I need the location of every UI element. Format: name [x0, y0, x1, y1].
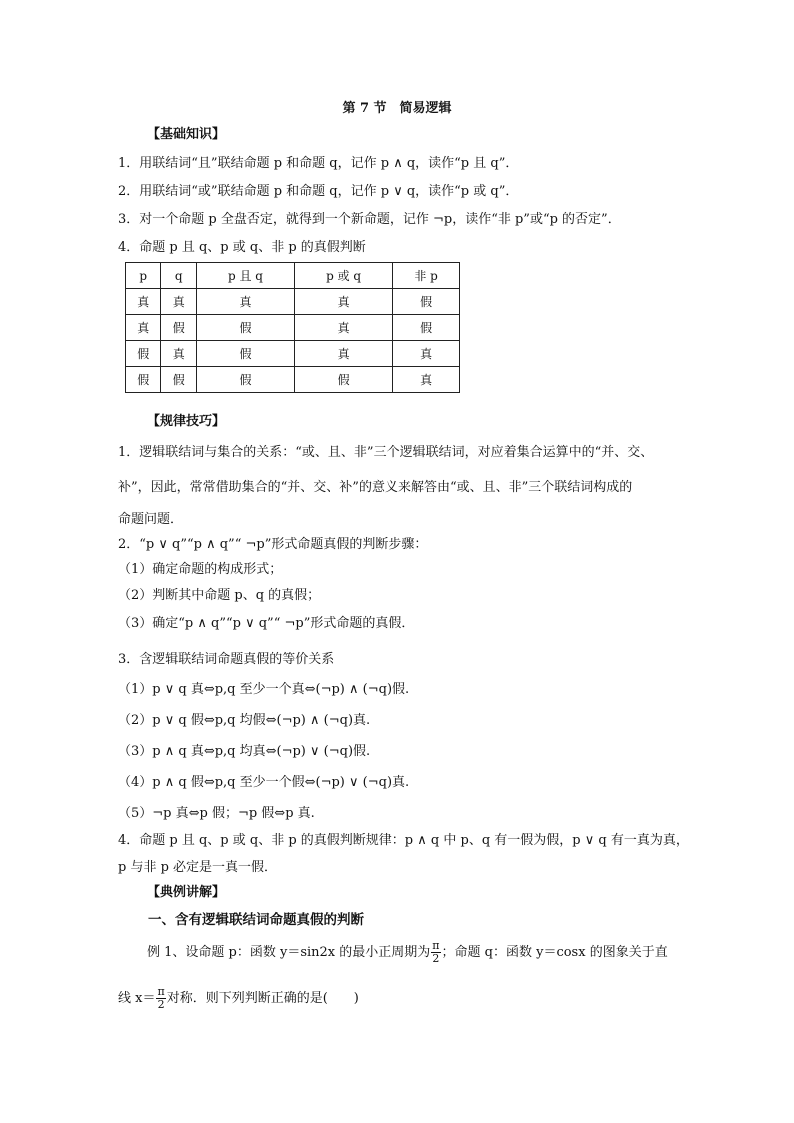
tips-line: （5）¬p 真⇔p 假；¬p 假⇔p 真. — [118, 806, 315, 821]
section-tips-heading: 【规律技巧】 — [147, 414, 226, 429]
tips-line: 2．“p ∨ q”“p ∧ q”“ ¬p”形式命题真假的判断步骤： — [118, 537, 428, 552]
example-1-line-1 — [147, 940, 668, 965]
table-row — [126, 315, 460, 341]
fraction-denominator: 2 — [157, 998, 165, 1011]
table-cell: 真 — [393, 367, 460, 393]
tips-line: （2）判断其中命题 p、q 的真假； — [118, 588, 321, 603]
tips-line: 1．逻辑联结词与集合的关系：“或、且、非”三个逻辑联结词，对应着集合运算中的“并、交、 — [118, 445, 654, 460]
tips-line: p 与非 p 必定是一真一假． — [118, 860, 278, 875]
table-cell: 真 — [161, 289, 196, 315]
table-cell: 假 — [196, 315, 294, 341]
table-cell: 假 — [196, 367, 294, 393]
table-cell: 真 — [295, 289, 393, 315]
basics-item-2: 2．用联结词“或”联结命题 p 和命题 q，记作 p ∨ q，读作“p 或 q”． — [118, 184, 519, 199]
table-cell: 假 — [196, 341, 294, 367]
table-cell: 假 — [126, 341, 161, 367]
fraction-numerator: π — [432, 939, 440, 952]
tips-line: （1）确定命题的构成形式； — [118, 562, 283, 577]
table-row — [126, 341, 460, 367]
tips-line: 3．含逻辑联结词命题真假的等价关系 — [118, 652, 335, 667]
fraction-pi-over-2 — [156, 986, 165, 1011]
table-cell: 真 — [126, 315, 161, 341]
truth-table-header: p 或 q — [295, 263, 393, 289]
example-1-text-b: ；命题 q：函数 y＝cosx 的图象关于直 — [441, 945, 668, 960]
table-cell: 假 — [295, 367, 393, 393]
example-1-text-a: 例 1、设命题 p：函数 y＝sin2x 的最小正周期为 — [147, 945, 431, 960]
tips-line: （4）p ∧ q 假⇔p,q 至少一个假⇔(¬p) ∨ (¬q)真. — [118, 775, 410, 790]
basics-item-3: 3．对一个命题 p 全盘否定，就得到一个新命题，记作 ¬p，读作“非 p”或“p 的否定”． — [118, 212, 621, 227]
example-1-text-c: 线 x＝ — [118, 991, 156, 1006]
example-subheading: 一、含有逻辑联结词命题真假的判断 — [148, 912, 364, 928]
example-1-line-2 — [118, 986, 359, 1011]
truth-table-header-row — [126, 263, 460, 289]
tips-line: （1）p ∨ q 真⇔p,q 至少一个真⇔(¬p) ∧ (¬q)假. — [118, 682, 410, 697]
truth-table-header: p 且 q — [196, 263, 294, 289]
tips-line: 4．命题 p 且 q、p 或 q、非 p 的真假判断规律：p ∧ q 中 p、q 有一假为假，p ∨ q 有一真为真， — [118, 833, 689, 848]
table-cell: 假 — [393, 315, 460, 341]
table-cell: 假 — [126, 367, 161, 393]
table-cell: 假 — [161, 367, 196, 393]
tips-line: 命题问题． — [118, 512, 184, 527]
table-cell: 真 — [196, 289, 294, 315]
tips-line: （2）p ∨ q 假⇔p,q 均假⇔(¬p) ∧ (¬q)真. — [118, 713, 371, 728]
table-cell: 真 — [393, 341, 460, 367]
table-cell: 真 — [126, 289, 161, 315]
truth-table-header: q — [161, 263, 196, 289]
table-cell: 真 — [295, 315, 393, 341]
fraction-denominator: 2 — [432, 952, 440, 965]
table-row — [126, 289, 460, 315]
section-examples-heading: 【典例讲解】 — [147, 885, 226, 900]
table-cell: 真 — [161, 341, 196, 367]
basics-item-1: 1．用联结词“且”联结命题 p 和命题 q，记作 p ∧ q，读作“p 且 q”． — [118, 156, 519, 171]
table-cell: 假 — [161, 315, 196, 341]
page-title: 第 7 节 简易逻辑 — [342, 101, 452, 116]
table-cell: 假 — [393, 289, 460, 315]
truth-table-header: 非 p — [393, 263, 460, 289]
fraction-numerator: π — [157, 985, 165, 998]
tips-line: （3）p ∧ q 真⇔p,q 均真⇔(¬p) ∨ (¬q)假. — [118, 744, 371, 759]
table-row — [126, 367, 460, 393]
example-1-text-d: 对称．则下列判断正确的是( ) — [166, 991, 359, 1006]
basics-item-4: 4．命题 p 且 q、p 或 q、非 p 的真假判断 — [118, 240, 366, 255]
table-cell: 真 — [295, 341, 393, 367]
section-basics-heading: 【基础知识】 — [147, 127, 226, 142]
fraction-pi-over-2 — [431, 940, 440, 965]
tips-line: （3）确定“p ∧ q”“p ∨ q”“ ¬p”形式命题的真假． — [118, 616, 415, 631]
truth-table-header: p — [126, 263, 161, 289]
tips-line: 补”，因此，常常借助集合的“并、交、补”的意义来解答由“或、且、非”三个联结词构成的 — [118, 480, 633, 495]
truth-table — [125, 262, 460, 393]
